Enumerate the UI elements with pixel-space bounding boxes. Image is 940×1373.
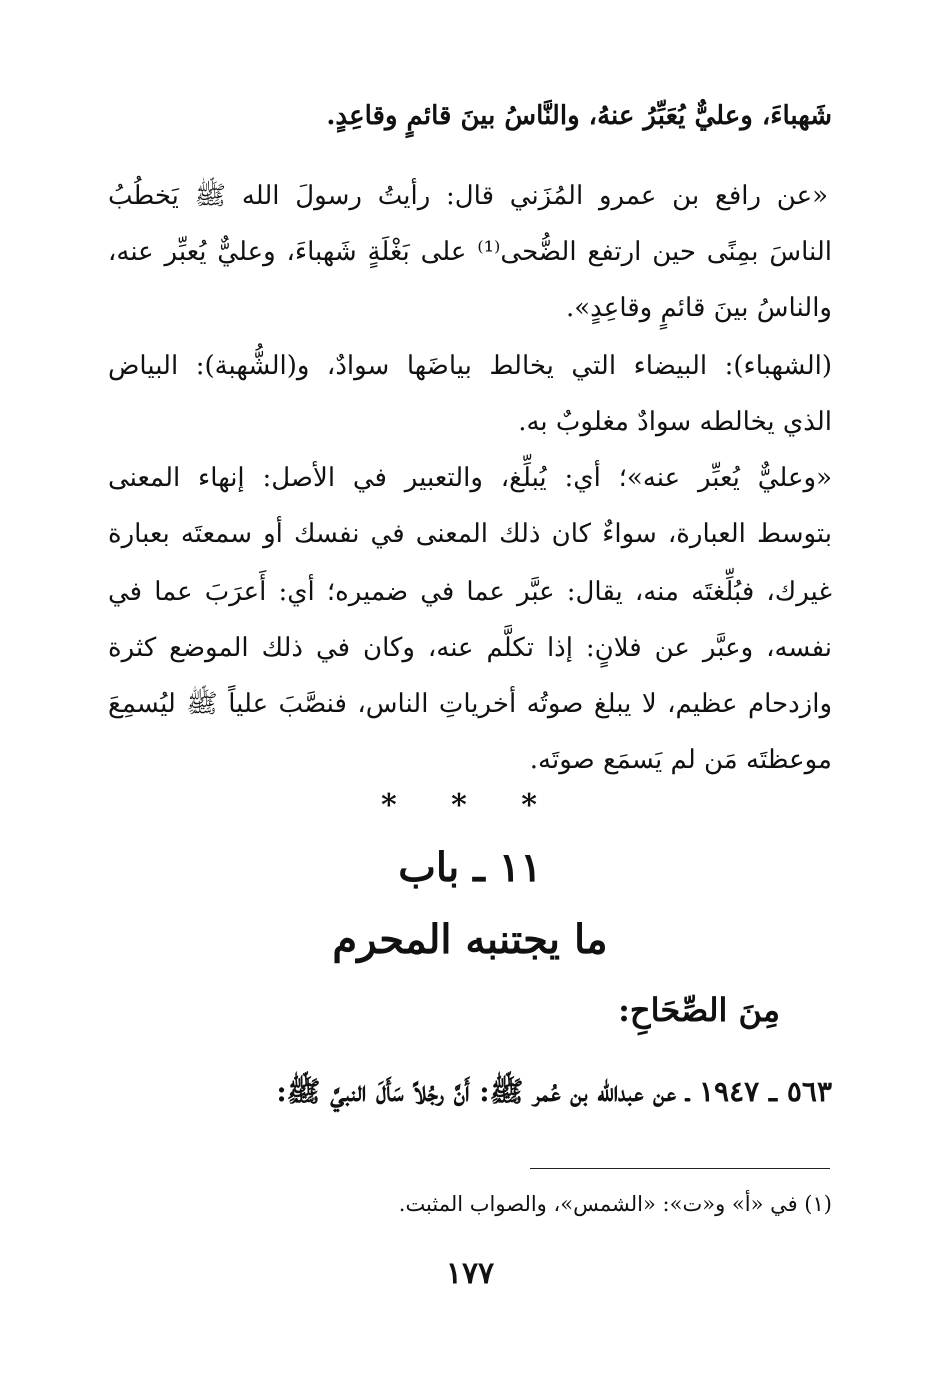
- section-separator: * * *: [381, 788, 559, 823]
- text-line-11: وازدحام عظيم، لا يبلغ صوتُه أخرياتِ الناس، فنصَّبَ علياً ﷺ ليُسمِعَ: [108, 689, 832, 719]
- chapter-number: ١١ ـ باب: [398, 844, 542, 891]
- text-line-3: الناسَ بمِنًى حين ارتفع الضُّحى⁽¹⁾ على بَغْلَةٍ شَهباءَ، وعليٌّ يُعبِّر عنه،: [108, 237, 832, 267]
- text-line-9: غيرك، فبُلِّغتَه منه، يقال: عبَّر عما في ضميره؛ أي: أَعرَبَ عما في: [108, 577, 832, 607]
- page-number: ١٧٧: [445, 1256, 495, 1291]
- text-line-7: «وعليٌّ يُعبِّر عنه»؛ أي: يُبلِّغ، والتعبير في الأصل: إنهاء المعنى: [108, 463, 832, 493]
- section-heading: مِنَ الصِّحَاحِ:: [618, 991, 780, 1029]
- text-line-12: موعظتَه مَن لم يَسمَع صوتَه.: [529, 745, 832, 775]
- text-line-8: بتوسط العبارة، سواءٌ كان ذلك المعنى في نفسك أو سمعتَه بعبارة: [108, 519, 832, 549]
- text-line-6: الذي يخالطه سوادٌ مغلوبٌ به.: [518, 407, 832, 437]
- footnote: (١) في «أ» و«ت»: «الشمس»، والصواب المثبت.: [398, 1192, 832, 1216]
- text-line-5: (الشهباء): البيضاء التي يخالط بياضَها سوادٌ، و(الشُّهبة): البياض: [108, 351, 832, 381]
- text-line-1: شَهباءَ، وعليٌّ يُعَبِّرُ عنهُ، والنَّاسُ بينَ قائمٍ وقاعِدٍ.: [326, 101, 832, 131]
- text-line-4: والناسُ بينَ قائمٍ وقاعِدٍ».: [565, 293, 832, 323]
- chapter-title: ما يجتنبه المحرم: [332, 916, 608, 963]
- footnote-divider: [530, 1168, 830, 1169]
- text-line-2: «عن رافع بن عمرو المُزَني قال: رأيتُ رسولَ الله ﷺ يَخطُبُ: [108, 181, 828, 211]
- hadith-heading: ٥٦٣ ـ ١٩٤٧ ـ عن عبدالله بن عُمر ﷺ: أَنَّ رجُلاً سَأَلَ النبيَّ ﷺ:: [276, 1075, 832, 1108]
- text-line-10: نفسه، وعبَّر عن فلانٍ: إذا تكلَّم عنه، وكان في ذلك الموضع كثرة: [108, 633, 832, 663]
